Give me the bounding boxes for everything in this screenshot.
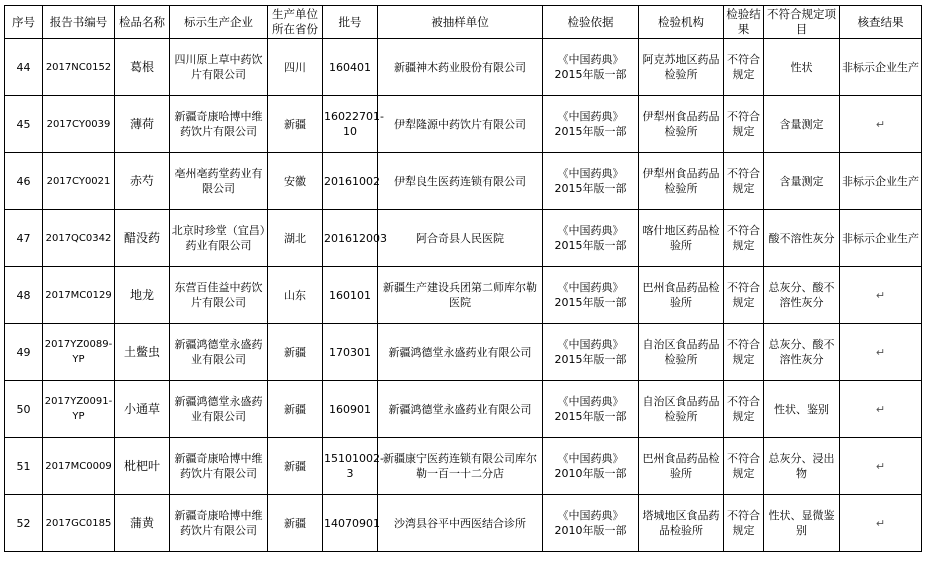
cell-province: 新疆 <box>268 495 323 552</box>
inspection-table <box>4 5 922 552</box>
cell-report-no: 2017NC0152 <box>43 39 115 96</box>
cell-batch: 14070901 <box>323 495 378 552</box>
cell-product: 醋没药 <box>115 210 170 267</box>
table-row <box>5 267 922 324</box>
cell-basis: 《中国药典》2015年版一部 <box>543 267 639 324</box>
cell-product: 赤芍 <box>115 153 170 210</box>
table-row <box>5 153 922 210</box>
cell-batch: 160401 <box>323 39 378 96</box>
header-cell: 报告书编号 <box>43 6 115 39</box>
cell-index: 52 <box>5 495 43 552</box>
cell-nonconform-item: 性状 <box>764 39 840 96</box>
cell-manufacturer: 新疆鸿德堂永盛药业有限公司 <box>170 324 268 381</box>
cell-check-result: ↵ <box>840 381 922 438</box>
cell-province: 新疆 <box>268 438 323 495</box>
cell-agency: 巴州食品药品检验所 <box>639 267 724 324</box>
cell-agency: 伊犁州食品药品检验所 <box>639 153 724 210</box>
cell-index: 51 <box>5 438 43 495</box>
cell-product: 地龙 <box>115 267 170 324</box>
cell-check-result: 非标示企业生产 <box>840 153 922 210</box>
header-cell: 被抽样单位 <box>378 6 543 39</box>
header-cell: 不符合规定项目 <box>764 6 840 39</box>
cell-index: 46 <box>5 153 43 210</box>
table-row <box>5 96 922 153</box>
cell-check-result: ↵ <box>840 324 922 381</box>
cell-sampled-unit: 新疆康宁医药连锁有限公司库尔勒一百一十二分店 <box>378 438 543 495</box>
cell-check-result: 非标示企业生产 <box>840 39 922 96</box>
cell-agency: 伊犁州食品药品检验所 <box>639 96 724 153</box>
cell-sampled-unit: 沙湾县谷平中西医结合诊所 <box>378 495 543 552</box>
cell-batch: 15101002-3 <box>323 438 378 495</box>
cell-check-result: ↵ <box>840 96 922 153</box>
cell-basis: 《中国药典》2015年版一部 <box>543 153 639 210</box>
cell-sampled-unit: 新疆神木药业股份有限公司 <box>378 39 543 96</box>
cell-nonconform-item: 含量测定 <box>764 96 840 153</box>
header-cell: 检验机构 <box>639 6 724 39</box>
table-row <box>5 381 922 438</box>
cell-report-no: 2017CY0021 <box>43 153 115 210</box>
cell-nonconform-item: 性状、鉴别 <box>764 381 840 438</box>
cell-basis: 《中国药典》2015年版一部 <box>543 381 639 438</box>
cell-product: 枇杷叶 <box>115 438 170 495</box>
cell-check-result: ↵ <box>840 267 922 324</box>
cell-manufacturer: 北京时珍堂（宜昌）药业有限公司 <box>170 210 268 267</box>
cell-report-no: 2017QC0342 <box>43 210 115 267</box>
cell-batch: 170301 <box>323 324 378 381</box>
cell-batch: 160101 <box>323 267 378 324</box>
cell-index: 47 <box>5 210 43 267</box>
cell-result: 不符合规定 <box>724 267 764 324</box>
cell-basis: 《中国药典》2015年版一部 <box>543 324 639 381</box>
table-header <box>5 6 922 39</box>
header-cell: 检验依据 <box>543 6 639 39</box>
cell-manufacturer: 新疆奇康哈博中维药饮片有限公司 <box>170 438 268 495</box>
cell-manufacturer: 新疆鸿德堂永盛药业有限公司 <box>170 381 268 438</box>
cell-basis: 《中国药典》2015年版一部 <box>543 96 639 153</box>
cell-batch: 201612003 <box>323 210 378 267</box>
cell-report-no: 2017MC0009 <box>43 438 115 495</box>
header-cell: 生产单位所在省份 <box>268 6 323 39</box>
cell-agency: 阿克苏地区药品检验所 <box>639 39 724 96</box>
cell-report-no: 2017YZ0089-YP <box>43 324 115 381</box>
header-cell: 序号 <box>5 6 43 39</box>
cell-basis: 《中国药典》2015年版一部 <box>543 210 639 267</box>
cell-report-no: 2017GC0185 <box>43 495 115 552</box>
cell-basis: 《中国药典》2010年版一部 <box>543 438 639 495</box>
cell-index: 50 <box>5 381 43 438</box>
cell-result: 不符合规定 <box>724 324 764 381</box>
cell-result: 不符合规定 <box>724 438 764 495</box>
cell-check-result: ↵ <box>840 438 922 495</box>
cell-result: 不符合规定 <box>724 495 764 552</box>
cell-index: 44 <box>5 39 43 96</box>
table-row <box>5 210 922 267</box>
table-row <box>5 438 922 495</box>
cell-manufacturer: 亳州亳药堂药业有限公司 <box>170 153 268 210</box>
cell-check-result: 非标示企业生产 <box>840 210 922 267</box>
cell-nonconform-item: 酸不溶性灰分 <box>764 210 840 267</box>
cell-province: 四川 <box>268 39 323 96</box>
cell-nonconform-item: 总灰分、浸出物 <box>764 438 840 495</box>
header-cell: 标示生产企业 <box>170 6 268 39</box>
cell-province: 新疆 <box>268 96 323 153</box>
cell-basis: 《中国药典》2015年版一部 <box>543 39 639 96</box>
cell-province: 山东 <box>268 267 323 324</box>
cell-sampled-unit: 伊犁良生医药连锁有限公司 <box>378 153 543 210</box>
header-cell: 核查结果 <box>840 6 922 39</box>
header-cell: 检品名称 <box>115 6 170 39</box>
cell-agency: 塔城地区食品药品检验所 <box>639 495 724 552</box>
cell-report-no: 2017YZ0091-YP <box>43 381 115 438</box>
cell-report-no: 2017CY0039 <box>43 96 115 153</box>
cell-report-no: 2017MC0129 <box>43 267 115 324</box>
table-row <box>5 39 922 96</box>
cell-product: 薄荷 <box>115 96 170 153</box>
cell-product: 葛根 <box>115 39 170 96</box>
header-cell: 检验结果 <box>724 6 764 39</box>
cell-nonconform-item: 总灰分、酸不溶性灰分 <box>764 267 840 324</box>
cell-product: 土鳖虫 <box>115 324 170 381</box>
cell-result: 不符合规定 <box>724 153 764 210</box>
cell-product: 蒲黄 <box>115 495 170 552</box>
cell-province: 新疆 <box>268 324 323 381</box>
cell-batch: 20161002 <box>323 153 378 210</box>
cell-manufacturer: 四川原上草中药饮片有限公司 <box>170 39 268 96</box>
cell-sampled-unit: 新疆鸿德堂永盛药业有限公司 <box>378 381 543 438</box>
cell-sampled-unit: 伊犁隆源中药饮片有限公司 <box>378 96 543 153</box>
cell-agency: 自治区食品药品检验所 <box>639 381 724 438</box>
cell-index: 49 <box>5 324 43 381</box>
cell-sampled-unit: 新疆生产建设兵团第二师库尔勒医院 <box>378 267 543 324</box>
cell-index: 48 <box>5 267 43 324</box>
cell-manufacturer: 东营百佳益中药饮片有限公司 <box>170 267 268 324</box>
cell-nonconform-item: 性状、显微鉴别 <box>764 495 840 552</box>
cell-batch: 160901 <box>323 381 378 438</box>
cell-index: 45 <box>5 96 43 153</box>
cell-result: 不符合规定 <box>724 210 764 267</box>
cell-agency: 自治区食品药品检验所 <box>639 324 724 381</box>
cell-nonconform-item: 含量测定 <box>764 153 840 210</box>
cell-product: 小通草 <box>115 381 170 438</box>
cell-check-result: ↵ <box>840 495 922 552</box>
cell-agency: 巴州食品药品检验所 <box>639 438 724 495</box>
cell-basis: 《中国药典》2010年版一部 <box>543 495 639 552</box>
cell-sampled-unit: 新疆鸿德堂永盛药业有限公司 <box>378 324 543 381</box>
cell-province: 安徽 <box>268 153 323 210</box>
cell-province: 湖北 <box>268 210 323 267</box>
cell-nonconform-item: 总灰分、酸不溶性灰分 <box>764 324 840 381</box>
cell-agency: 喀什地区药品检验所 <box>639 210 724 267</box>
table-row <box>5 495 922 552</box>
cell-batch: 16022701-10 <box>323 96 378 153</box>
cell-province: 新疆 <box>268 381 323 438</box>
cell-manufacturer: 新疆奇康哈博中维药饮片有限公司 <box>170 96 268 153</box>
cell-result: 不符合规定 <box>724 96 764 153</box>
header-cell: 批号 <box>323 6 378 39</box>
cell-result: 不符合规定 <box>724 381 764 438</box>
cell-manufacturer: 新疆奇康哈博中维药饮片有限公司 <box>170 495 268 552</box>
cell-sampled-unit: 阿合奇县人民医院 <box>378 210 543 267</box>
table-row <box>5 324 922 381</box>
cell-result: 不符合规定 <box>724 39 764 96</box>
